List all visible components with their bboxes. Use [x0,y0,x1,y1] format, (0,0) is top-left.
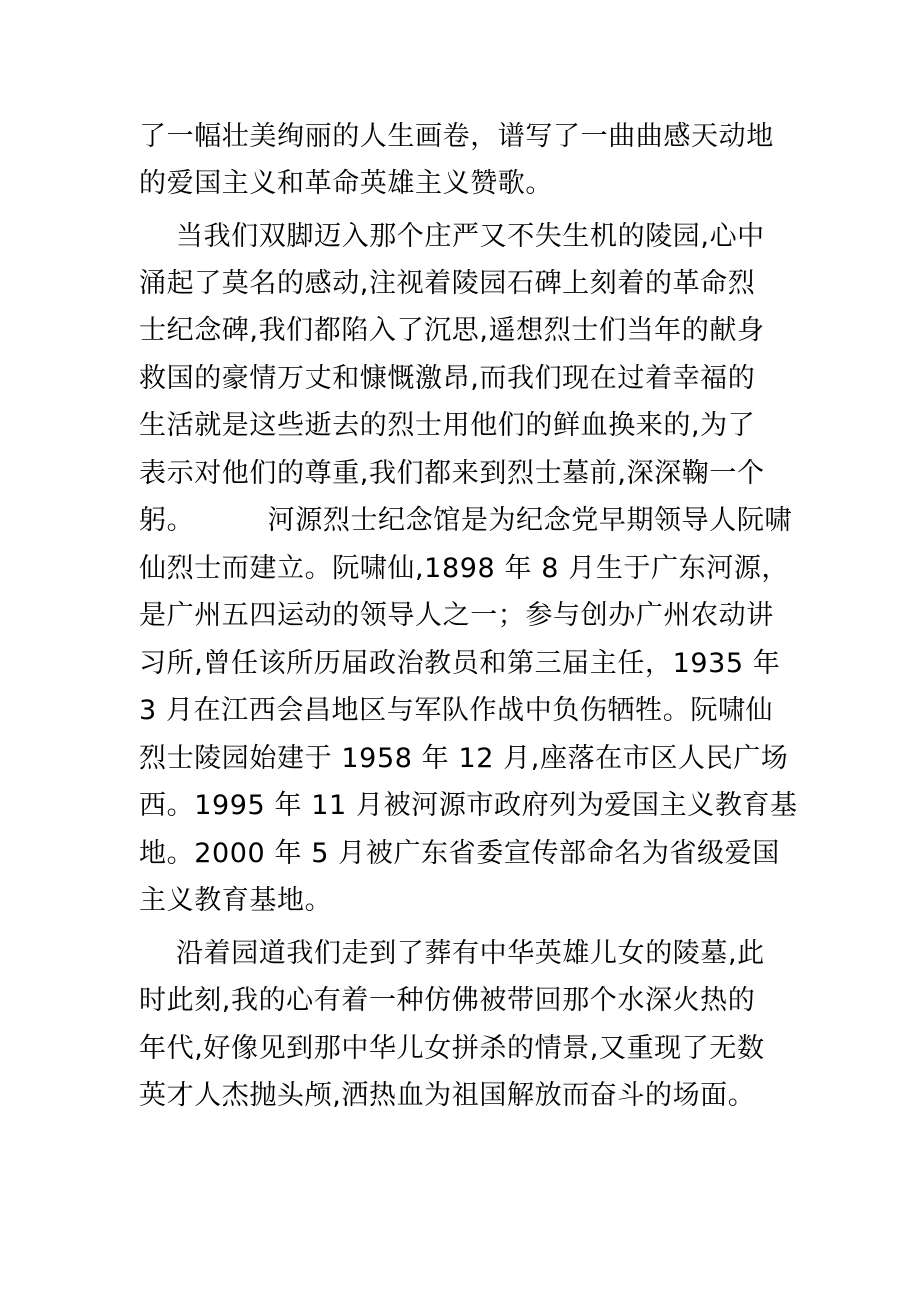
text-line: 生活就是这些逝去的烈士用他们的鲜血换来的,为了 [139,410,756,441]
text-line: 表示对他们的尊重,我们都来到烈士墓前,深深鞠一个 [139,458,765,489]
text-line: 士纪念碑,我们都陷入了沉思,遥想烈士们当年的献身 [139,315,765,346]
text-line: 西。1995 年 11 月被河源市政府列为爱国主义教育基 [139,790,798,821]
text-line: 烈士陵园始建于 1958 年 12 月,座落在市区人民广场 [139,743,789,774]
text-line: 习所,曾任该所历届政治教员和第三届主任，1935 年 [139,648,781,679]
text-line: 了一幅壮美绚丽的人生画卷，谱写了一曲曲感天动地 [139,121,774,152]
text-line: 仙烈士而建立。阮啸仙,1898 年 8 月生于广东河源， [139,553,790,584]
text-line: 英才人杰抛头颅,洒热血为祖国解放而奋斗的场面。 [139,1080,756,1111]
text-line: 地。2000 年 5 月被广东省委宣传部命名为省级爱国 [139,838,780,869]
text-line: 主义教育基地。 [139,885,333,916]
text-line: 救国的豪情万丈和慷慨激昂,而我们现在过着幸福的 [139,363,756,394]
text-line: 是广州五四运动的领导人之一；参与创办广州农动讲 [139,600,774,631]
text-line: 时此刻,我的心有着一种仿佛被带回那个水深火热的 [139,985,756,1016]
text-line: 沿着园道我们走到了葬有中华英雄儿女的陵墓,此 [176,938,765,969]
text-line: 当我们双脚迈入那个庄严又不失生机的陵园,心中 [176,221,765,252]
text-line: 躬。 河源烈士纪念馆是为纪念党早期领导人阮啸 [139,505,793,536]
text-line: 3 月在江西会昌地区与军队作战中负伤牺牲。阮啸仙 [139,695,774,726]
text-line: 涌起了莫名的感动,注视着陵园石碑上刻着的革命烈 [139,268,756,299]
text-line: 年代,好像见到那中华儿女拼杀的情景,又重现了无数 [139,1033,765,1064]
text-line: 的爱国主义和革命英雄主义赞歌。 [139,168,553,199]
